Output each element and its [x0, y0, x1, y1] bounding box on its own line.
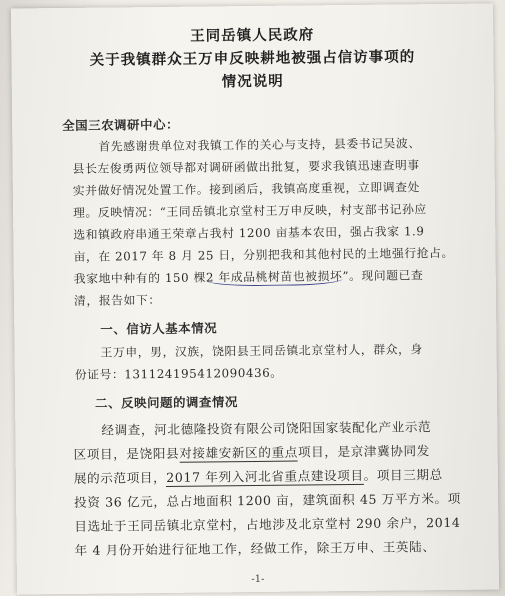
- section2-line-5: 目选址于王同岳镇北京堂村，占地涉及北京堂村 290 余户，2014: [74, 514, 461, 534]
- section2-line-6: 年 4 月份开始进行征地工作，经做工作，除王万申、王英陆、: [74, 539, 436, 558]
- para1-line-7-before: 我家地中种有的 150 棵: [73, 270, 207, 286]
- section2-line-1: 经调查，河北德隆投资有限公司饶阳国家装配化产业示范: [101, 419, 432, 438]
- document-title-agency: 王同岳镇人民政府: [190, 26, 315, 45]
- section2-line-4: 投资 36 亿元，总占地面积 1200 亩，建筑面积 45 万平方米。项: [74, 490, 461, 510]
- salutation: 全国三农调研中心：: [62, 116, 180, 134]
- para1-line-1: 首先感谢贵单位对我镇工作的关心与支持，县委书记吴波、: [98, 136, 421, 154]
- section1-line-1: 王万申，男，汉族，饶阳县王同岳镇北京堂村人，群众，身: [100, 342, 423, 360]
- underlined-xiongan: 对接雄安新区的重点: [179, 444, 298, 461]
- section2-line-2: [74, 440, 430, 463]
- para1-line-8: 清，报告如下：: [73, 292, 161, 308]
- document-title-subject: 关于我镇群众王万申反映耕地被强占信访事项的: [89, 48, 416, 69]
- section2-line-3-after: 。项目三期总: [363, 467, 443, 483]
- para1-line-7-after: ”。现问题已查: [342, 268, 424, 284]
- section2-line-3: [74, 464, 443, 487]
- underlined-key-project: 2017 年列入河北省重点建设项目: [166, 467, 364, 485]
- para1-line-6: 亩，在 2017 年 8 月 25 日，分别把我和其他村民的土地强行抢占。: [73, 245, 454, 264]
- para1-line-5: 选和镇政府串通王荣章占我村 1200 亩基本农田，强占我家 1.9: [73, 224, 425, 242]
- page-number: -1-: [251, 573, 265, 586]
- document-title-suffix: 情况说明: [221, 72, 284, 91]
- para1-line-3: 实并做好情况处置工作。接到函后，我镇高度重视，立即调查处: [72, 180, 421, 198]
- para1-line-4: 理。反映情况：“王同岳镇北京堂村王万申反映，村支部书记孙应: [73, 202, 427, 220]
- para1-line-2: 县长左俊勇两位领导都对调研函做出批复，要求我镇迅速查明事: [72, 158, 420, 176]
- section2-line-2-after: 项目，是京津冀协同发: [297, 443, 430, 460]
- underlined-peach-trees: 2 年成品桃树苗也被损坏: [205, 269, 343, 285]
- section1-heading: 一、信访人基本情况: [100, 320, 218, 337]
- document-page: [11, 3, 499, 594]
- section2-line-2-before: 区项目，是饶阳县: [73, 445, 180, 462]
- section2-line-3-before: 展的示范项目，: [73, 469, 167, 486]
- section2-heading: 二、反映问题的调查情况: [95, 394, 239, 411]
- section1-line-2: 份证号：131124195412090436。: [74, 365, 283, 382]
- para1-line-7: [74, 266, 424, 287]
